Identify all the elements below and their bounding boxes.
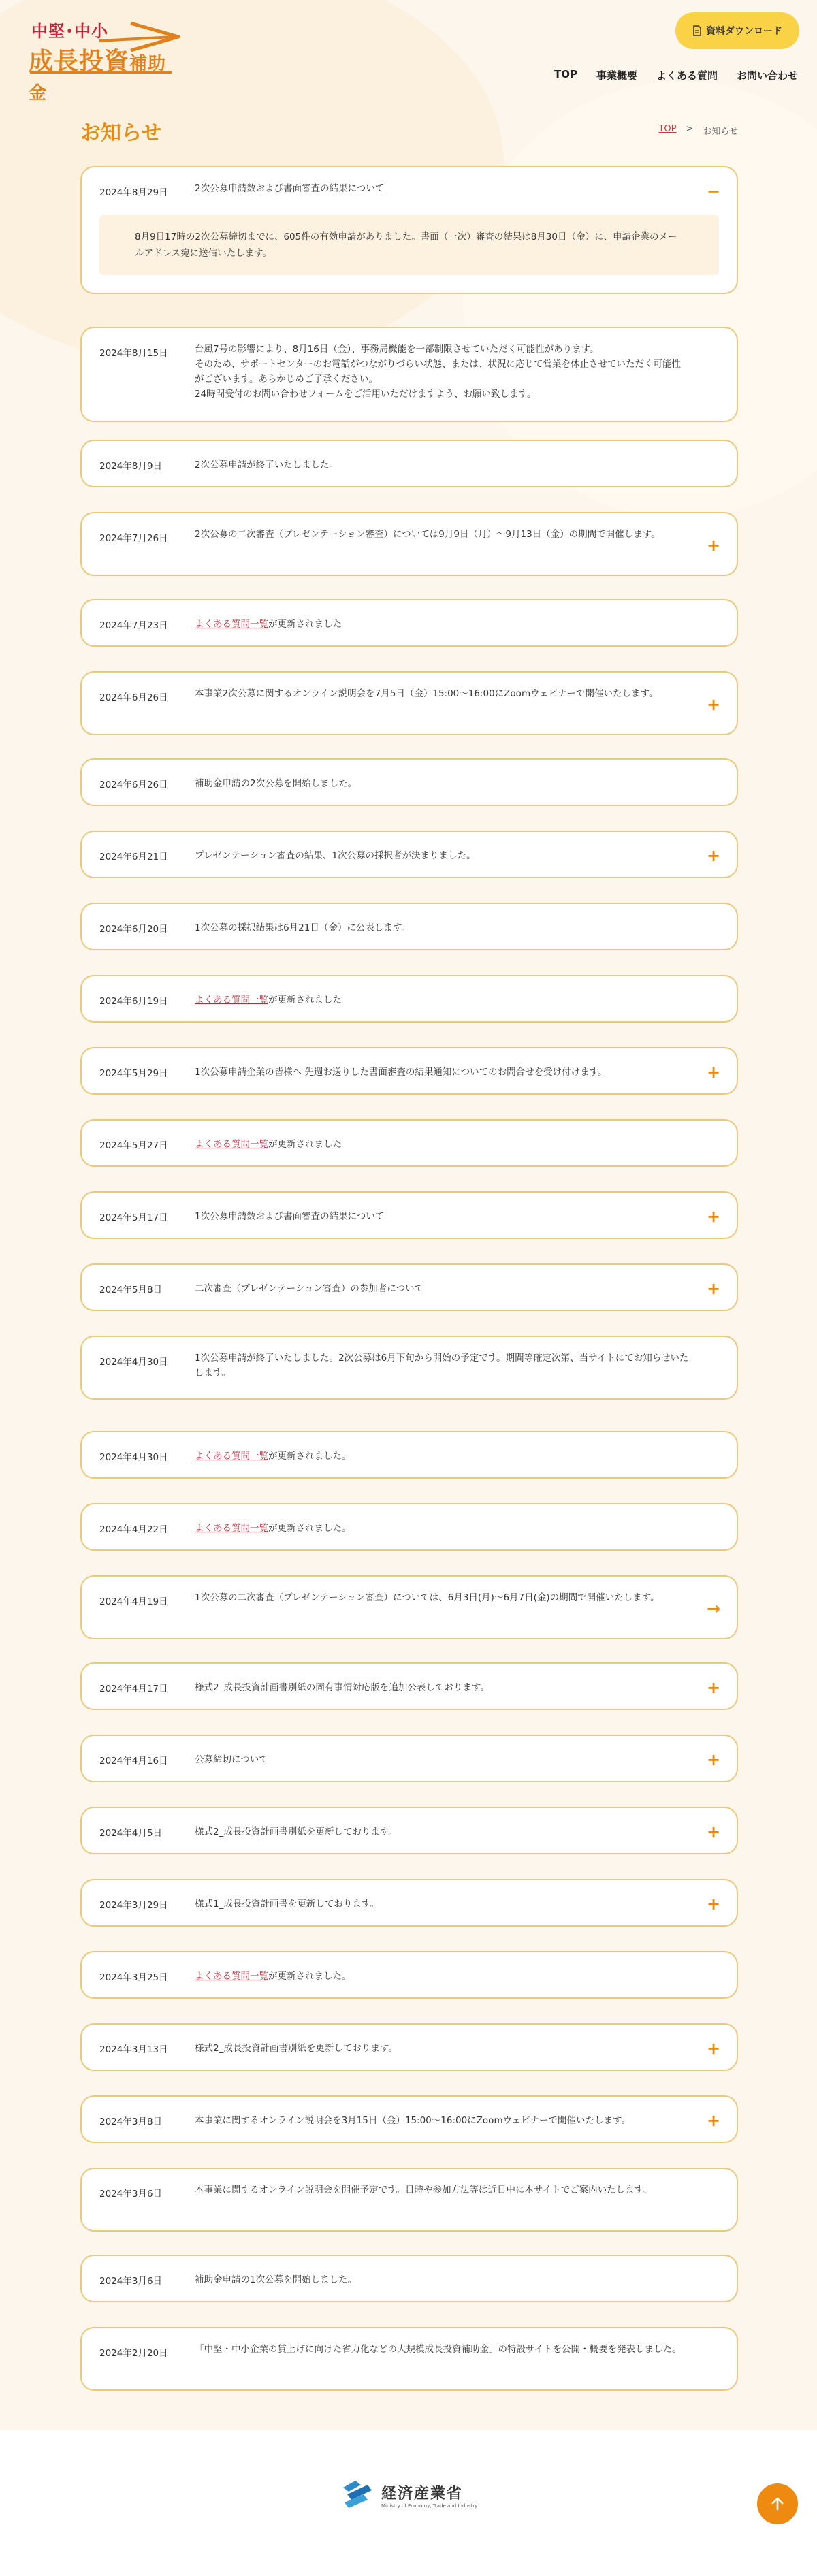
news-item[interactable] (80, 1575, 738, 1639)
nav-item-contact[interactable]: お問い合わせ (736, 69, 798, 82)
news-title-text: が更新されました (268, 995, 342, 1005)
page-title: お知らせ (80, 121, 162, 145)
news-title-text: が更新されました。 (268, 1971, 351, 1982)
news-item[interactable] (80, 671, 738, 735)
news-item[interactable] (80, 1807, 738, 1854)
plus-icon[interactable]: + (706, 536, 721, 555)
news-title (195, 993, 689, 1008)
news-item (80, 1336, 738, 1400)
news-date: 2024年3月29日 (99, 1900, 168, 1911)
plus-icon[interactable]: + (706, 1207, 721, 1226)
news-item (80, 1951, 738, 1999)
breadcrumb-top-link[interactable]: TOP (658, 124, 677, 134)
back-to-top-button[interactable] (757, 2483, 798, 2524)
news-title: 補助金申請の2次公募を開始しました。 (195, 778, 357, 789)
plus-icon[interactable]: + (706, 1750, 721, 1769)
news-item[interactable] (80, 2095, 738, 2143)
news-item[interactable] (80, 2023, 738, 2071)
news-date: 2024年6月26日 (99, 692, 168, 703)
news-title: 公募締切について (195, 1754, 268, 1765)
news-title-text: が更新されました (268, 1139, 342, 1150)
news-date: 2024年7月23日 (99, 620, 168, 631)
news-title: 様式1_成長投資計画書を更新しております。 (195, 1899, 379, 1910)
news-item (80, 903, 738, 950)
nav-item-faq[interactable]: よくある質問 (656, 69, 718, 82)
news-date: 2024年5月17日 (99, 1212, 168, 1223)
news-item (80, 1119, 738, 1167)
news-item[interactable] (80, 1879, 738, 1927)
nav-item-overview[interactable]: 事業概要 (596, 69, 637, 82)
news-title: 本事業に関するオンライン説明会を3月15日（金）15:00〜16:00にZoomウェビナーで開催いたします。 (195, 2115, 630, 2126)
news-item[interactable] (80, 1662, 738, 1710)
news-date: 2024年3月25日 (99, 1972, 168, 1983)
download-label: 資料ダウンロード (706, 26, 782, 37)
news-date: 2024年6月26日 (99, 779, 168, 790)
news-date: 2024年6月20日 (99, 924, 168, 935)
news-title: 1次公募申請企業の皆様へ 先週お送りした書面審査の結果通知についてのお問合せを受け付けます。 (195, 1067, 607, 1078)
news-title: 台風7号の影響により、8月16日（金）、事務局機能を一部制限させていただく可能性があります。 そのため、サポートセンターのお電話がつながりづらい状態、または、状況に応じて営業を休止させていただく可能性がございます。あらかじめご了承ください。 24時間受付のお問い合わせフォームをご活用いただけますよう、お願い致します。 (195, 344, 682, 400)
news-date: 2024年3月6日 (99, 2276, 163, 2287)
site-header (0, 0, 817, 103)
news-title: 1次公募申請が終了いたしました。2次公募は6月下旬から開始の予定です。期間等確定次第、当サイトにてお知らせいたします。 (195, 1353, 689, 1379)
news-item[interactable] (80, 1735, 738, 1782)
news-detail: 8月9日17時の2次公募締切までに、605件の有効申請がありました。書面（一次）審査の結果は8月30日（金）に、申請企業のメールアドレス宛に送信いたします。 (99, 215, 719, 275)
news-title-text: が更新されました。 (268, 1523, 351, 1534)
plus-icon[interactable]: + (706, 1279, 721, 1298)
news-date: 2024年3月13日 (99, 2044, 168, 2055)
news-title (195, 1521, 689, 1536)
news-date: 2024年8月9日 (99, 461, 163, 472)
news-title: 1次公募の二次審査（プレゼンテーション審査）については、6月3日(月)〜6月7日(金)の期間で開催いたします。 (195, 1592, 660, 1603)
news-date: 2024年8月29日 (99, 187, 168, 198)
meti-mark-icon (340, 2478, 374, 2512)
download-button[interactable] (675, 12, 799, 49)
news-item[interactable] (80, 1191, 738, 1239)
news-title: 二次審査（プレゼンテーション審査）の参加者について (195, 1283, 424, 1294)
news-title-text: が更新されました (268, 619, 342, 630)
news-item (80, 440, 738, 487)
news-date: 2024年4月30日 (99, 1357, 168, 1368)
faq-link[interactable]: よくある質問一覧 (195, 619, 268, 630)
news-item (80, 2168, 738, 2232)
logo-text-top: 中堅･中小 (31, 22, 108, 41)
news-title: 本事業2次公募に関するオンライン説明会を7月5日（金）15:00〜16:00にZoomウェビナーで開催いたします。 (195, 688, 658, 699)
news-title: プレゼンテーション審査の結果、1次公募の採択者が決まりました。 (195, 850, 476, 861)
news-item[interactable] (80, 1263, 738, 1311)
arrow-right-icon[interactable]: → (706, 1599, 721, 1618)
news-date: 2024年4月16日 (99, 1756, 168, 1767)
page-heading (80, 116, 738, 147)
plus-icon[interactable]: + (706, 695, 721, 714)
news-title: 2次公募申請が終了いたしました。 (195, 460, 339, 470)
news-date: 2024年5月27日 (99, 1140, 168, 1151)
logo-text-main: 成長投資補助金 (29, 48, 167, 103)
news-item[interactable] (80, 166, 738, 294)
news-item (80, 1431, 738, 1479)
document-icon (692, 25, 702, 36)
news-date: 2024年5月29日 (99, 1068, 168, 1079)
faq-link[interactable]: よくある質問一覧 (195, 1139, 268, 1150)
ministry-name: 経済産業省 (381, 2485, 464, 2502)
news-item (80, 2327, 738, 2391)
news-date: 2024年6月19日 (99, 996, 168, 1007)
news-date: 2024年5月8日 (99, 1285, 163, 1295)
news-title: 様式2_成長投資計画書別紙を更新しております。 (195, 1826, 398, 1837)
news-title: 2次公募申請数および書面審査の結果について (195, 183, 385, 194)
breadcrumb-current: お知らせ (703, 127, 738, 137)
news-title: 1次公募申請数および書面審査の結果について (195, 1211, 385, 1222)
breadcrumb (658, 124, 738, 137)
news-date: 2024年4月5日 (99, 1828, 163, 1839)
news-item (80, 1503, 738, 1551)
news-date: 2024年3月6日 (99, 2189, 163, 2200)
global-nav (554, 68, 798, 82)
news-title-text: が更新されました。 (268, 1451, 351, 1462)
site-logo[interactable] (29, 15, 184, 103)
news-item[interactable] (80, 1047, 738, 1095)
news-date: 2024年4月17日 (99, 1684, 168, 1694)
news-title (195, 1969, 689, 1984)
news-title: 2次公募の二次審査（プレゼンテーション審査）については9月9日（月）〜9月13日（金）の期間で開催します。 (195, 529, 660, 540)
plus-icon[interactable]: + (706, 1063, 721, 1082)
news-item[interactable] (80, 831, 738, 878)
news-item[interactable] (80, 512, 738, 576)
news-title (195, 617, 689, 632)
news-item (80, 975, 738, 1023)
news-title: 様式2_成長投資計画書別紙を更新しております。 (195, 2043, 398, 2054)
faq-link[interactable]: よくある質問一覧 (195, 1971, 268, 1982)
site-footer (0, 2430, 817, 2576)
news-title: 1次公募の採択結果は6月21日（金）に公表します。 (195, 922, 411, 933)
news-date: 2024年2月20日 (99, 2348, 168, 2359)
meti-logo[interactable] (340, 2478, 477, 2512)
news-date: 2024年4月19日 (99, 1596, 168, 1607)
nav-item-top[interactable]: TOP (554, 68, 577, 80)
breadcrumb-separator: > (686, 124, 694, 134)
plus-icon[interactable]: + (706, 2111, 721, 2130)
news-item (80, 758, 738, 806)
faq-link[interactable]: よくある質問一覧 (195, 1523, 268, 1534)
news-title: 「中堅・中小企業の賃上げに向けた省力化などの大規模成長投資補助金」の特設サイトを公開・概要を発表しました。 (195, 2344, 682, 2355)
news-title: 本事業に関するオンライン説明会を開催予定です。日時や参加方法等は近日中に本サイトでご案内いたします。 (195, 2185, 652, 2195)
faq-link[interactable]: よくある質問一覧 (195, 1451, 268, 1462)
news-item (80, 599, 738, 647)
plus-icon[interactable]: + (706, 1822, 721, 1841)
plus-icon[interactable]: + (706, 2039, 721, 2058)
minus-icon[interactable]: − (706, 182, 721, 201)
news-date: 2024年7月26日 (99, 533, 168, 544)
ministry-name-en: Ministry of Economy, Trade and Industry (381, 2502, 478, 2509)
news-item (80, 2255, 738, 2302)
news-date: 2024年8月15日 (99, 348, 168, 359)
arrow-up-icon (770, 2496, 785, 2511)
plus-icon[interactable]: + (706, 846, 721, 865)
news-date: 2024年4月30日 (99, 1452, 168, 1463)
plus-icon[interactable]: + (706, 1895, 721, 1914)
news-date: 2024年4月22日 (99, 1524, 168, 1535)
news-date: 2024年6月21日 (99, 852, 168, 863)
news-title (195, 1449, 689, 1464)
faq-link[interactable]: よくある質問一覧 (195, 995, 268, 1005)
news-title: 様式2_成長投資計画書別紙の固有事情対応版を追加公表しております。 (195, 1682, 490, 1693)
news-title (195, 1137, 689, 1152)
news-date: 2024年3月8日 (99, 2116, 163, 2127)
news-item (80, 327, 738, 422)
plus-icon[interactable]: + (706, 1678, 721, 1697)
news-title: 補助金申請の1次公募を開始しました。 (195, 2274, 357, 2285)
